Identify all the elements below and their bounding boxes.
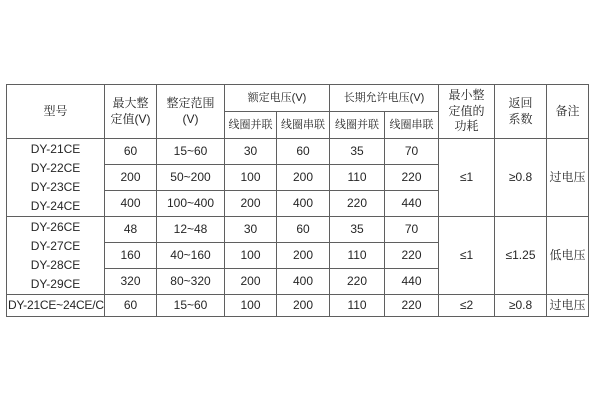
cell-model-group2: DY-26CE DY-27CE DY-28CE DY-29CE (7, 217, 105, 295)
header-max-setting: 最大整定值(V) (105, 85, 157, 139)
cell-max: 160 (105, 243, 157, 269)
header-long-term-voltage: 长期允许电压(V) (330, 85, 439, 112)
cell-rated-parallel: 100 (225, 295, 277, 317)
cell-long-series: 70 (385, 139, 439, 165)
cell-long-series: 220 (385, 165, 439, 191)
cell-rated-series: 400 (277, 191, 330, 217)
cell-max: 60 (105, 295, 157, 317)
cell-rated-series: 60 (277, 217, 330, 243)
cell-range: 15~60 (157, 139, 225, 165)
cell-rated-series: 200 (277, 295, 330, 317)
cell-coeff-group2: ≤1.25 (495, 217, 547, 295)
cell-long-series: 440 (385, 191, 439, 217)
subheader-coil-series: 线圈串联 (277, 112, 330, 139)
cell-rated-parallel: 30 (225, 139, 277, 165)
header-model: 型号 (7, 85, 105, 139)
cell-rated-series: 400 (277, 269, 330, 295)
table-row (7, 217, 589, 243)
header-min-power: 最小整定值的功耗 (439, 85, 495, 139)
cell-power-group2: ≤1 (439, 217, 495, 295)
spec-table-container (6, 84, 589, 317)
cell-range: 12~48 (157, 217, 225, 243)
subheader-coil-series: 线圈串联 (385, 112, 439, 139)
header-return-coeff: 返回系数 (495, 85, 547, 139)
cell-rated-series: 60 (277, 139, 330, 165)
cell-max: 60 (105, 139, 157, 165)
cell-remark-group2: 低电压 (547, 217, 589, 295)
header-remark: 备注 (547, 85, 589, 139)
cell-remark-group3: 过电压 (547, 295, 589, 317)
subheader-coil-parallel: 线圈并联 (225, 112, 277, 139)
cell-long-parallel: 35 (330, 139, 385, 165)
cell-long-parallel: 110 (330, 243, 385, 269)
cell-remark-group1: 过电压 (547, 139, 589, 217)
cell-rated-parallel: 30 (225, 217, 277, 243)
cell-long-series: 70 (385, 217, 439, 243)
table-row (7, 139, 589, 165)
cell-long-parallel: 220 (330, 269, 385, 295)
cell-range: 100~400 (157, 191, 225, 217)
cell-max: 320 (105, 269, 157, 295)
cell-rated-series: 200 (277, 243, 330, 269)
subheader-coil-parallel: 线圈并联 (330, 112, 385, 139)
table-row (7, 295, 589, 317)
cell-long-series: 440 (385, 269, 439, 295)
cell-long-parallel: 110 (330, 295, 385, 317)
cell-power-group3: ≤2 (439, 295, 495, 317)
cell-rated-parallel: 200 (225, 191, 277, 217)
cell-max: 48 (105, 217, 157, 243)
cell-power-group1: ≤1 (439, 139, 495, 217)
cell-long-series: 220 (385, 243, 439, 269)
cell-range: 50~200 (157, 165, 225, 191)
header-setting-range: 整定范围(V) (157, 85, 225, 139)
cell-long-parallel: 220 (330, 191, 385, 217)
cell-rated-parallel: 200 (225, 269, 277, 295)
cell-coeff-group1: ≥0.8 (495, 139, 547, 217)
header-rated-voltage: 额定电压(V) (225, 85, 330, 112)
cell-model-group3: DY-21CE~24CE/C (7, 295, 105, 317)
cell-range: 15~60 (157, 295, 225, 317)
cell-max: 200 (105, 165, 157, 191)
cell-range: 40~160 (157, 243, 225, 269)
cell-rated-parallel: 100 (225, 243, 277, 269)
cell-rated-parallel: 100 (225, 165, 277, 191)
relay-spec-table (6, 84, 589, 317)
cell-coeff-group3: ≥0.8 (495, 295, 547, 317)
cell-max: 400 (105, 191, 157, 217)
cell-long-series: 220 (385, 295, 439, 317)
cell-rated-series: 200 (277, 165, 330, 191)
cell-long-parallel: 110 (330, 165, 385, 191)
cell-model-group1: DY-21CE DY-22CE DY-23CE DY-24CE (7, 139, 105, 217)
cell-range: 80~320 (157, 269, 225, 295)
cell-long-parallel: 35 (330, 217, 385, 243)
